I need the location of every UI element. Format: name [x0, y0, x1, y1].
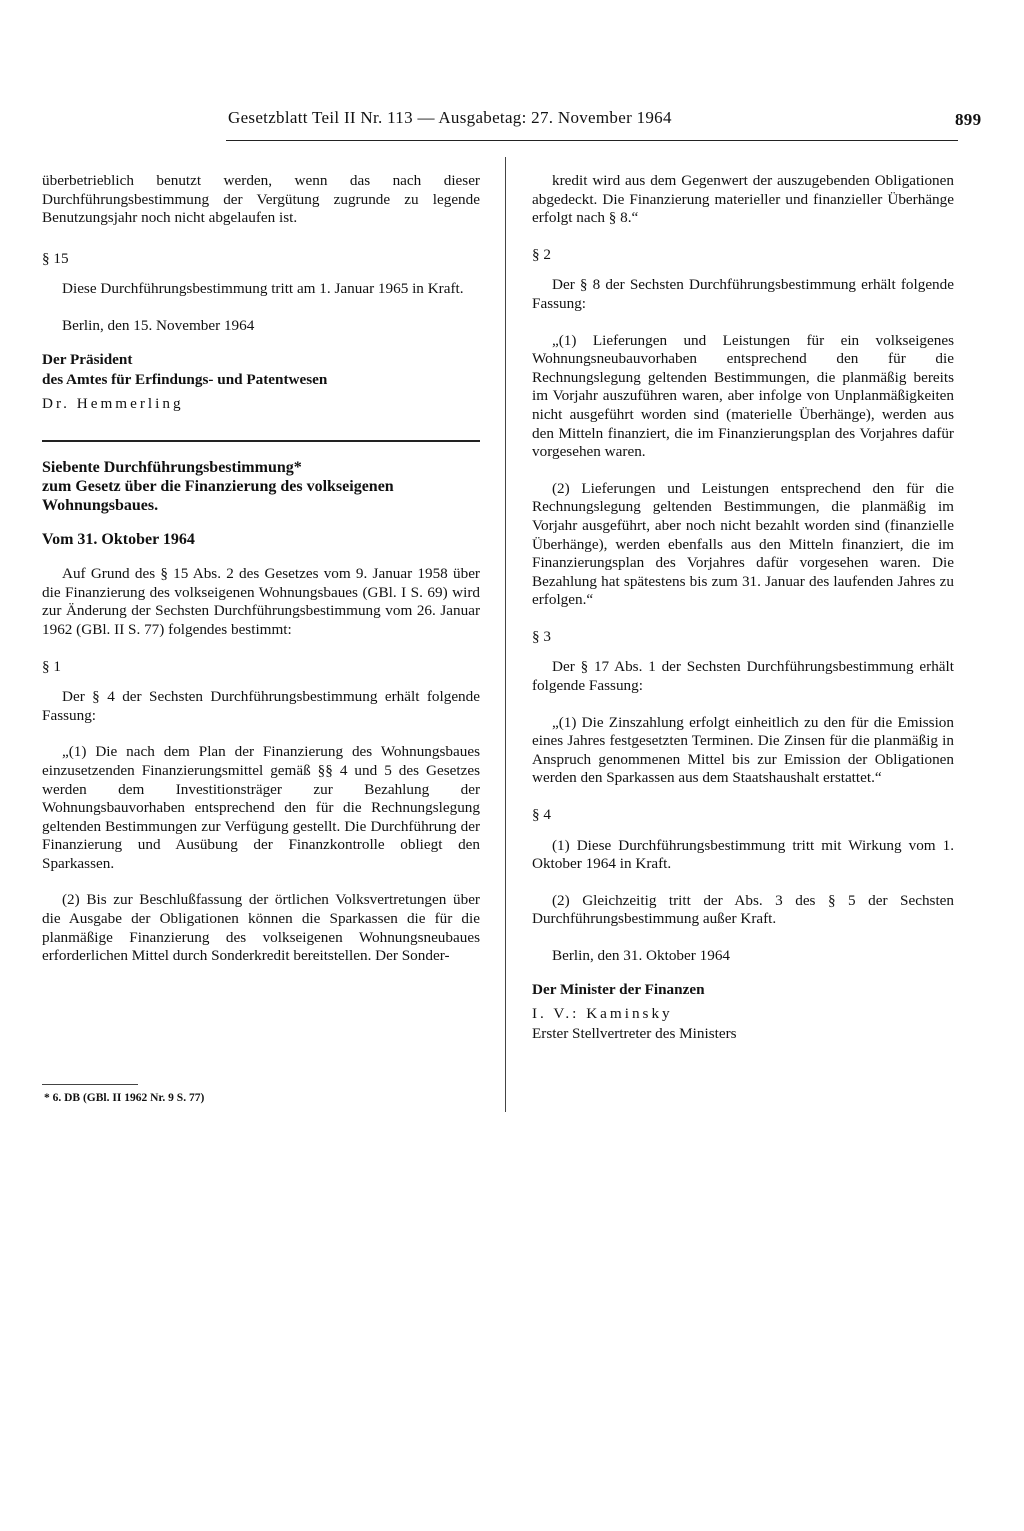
- column-divider: [505, 157, 506, 1112]
- section-1-paragraph: (2) Bis zur Beschlußfassung der örtlichen Volksvertretungen über die Ausgabe der Obligationen können die Sparkassen die für die planmäßige Finanzierung des volkseigenen Wohnungsneubaues erforderlichen Mittel durch Sonderkredit bereitstellen. Der Sonder-: [42, 891, 480, 965]
- signer-office: des Amtes für Erfindungs- und Patentwesen: [42, 370, 328, 388]
- right-column: [532, 172, 954, 1044]
- left-column: [42, 172, 480, 966]
- signer-name: Dr. Hemmerling: [42, 394, 184, 412]
- document-title: [42, 458, 480, 515]
- preamble: Auf Grund des § 15 Abs. 2 des Gesetzes vom 9. Januar 1958 über die Finanzierung des volkseigenen Wohnungsbaues (GBl. I S. 69) wird zur Änderung der Sechsten Durchführungsbestimmung vom 26. Januar 1962 (GBl. II S. 77) folgendes bestimmt:: [42, 565, 480, 638]
- place-date: Berlin, den 31. Oktober 1964: [552, 947, 731, 964]
- document-title-line: zum Gesetz über die Finanzierung des volkseigenen: [42, 477, 394, 495]
- section-1-intro: Der § 4 der Sechsten Durchführungsbestimmung erhält folgende Fassung:: [42, 688, 480, 724]
- section-3-heading: § 3: [532, 627, 551, 645]
- signer-name: I. V.: Kaminsky: [532, 1004, 673, 1022]
- section-4-paragraph: (1) Diese Durchführungsbestimmung tritt mit Wirkung vom 1. Oktober 1964 in Kraft.: [532, 836, 954, 873]
- section-15-heading: § 15: [42, 249, 69, 267]
- section-4-heading: § 4: [532, 806, 551, 824]
- continued-paragraph: überbetrieblich benutzt werden, wenn das nach dieser Durchführungsbestimmung der Vergütung zugrunde zu legende Benutzungsjahr noch nicht abgelaufen ist.: [42, 172, 480, 227]
- header-title: Gesetzblatt Teil II Nr. 113 — Ausgabetag: 27. November 1964: [228, 108, 672, 127]
- continued-paragraph: kredit wird aus dem Gegenwert der auszugebenden Obligationen abgedeckt. Die Finanzierung materieller und finanzieller Überhänge erfolgt nach § 8.“: [532, 172, 954, 227]
- signature-block: [532, 980, 954, 1044]
- section-3-intro: Der § 17 Abs. 1 der Sechsten Durchführungsbestimmung erhält folgende Fassung:: [532, 658, 954, 695]
- section-1-paragraph: „(1) Die nach dem Plan der Finanzierung des Wohnungsbaues einzusetzenden Finanzierungsmittel gemäß §§ 4 und 5 des Gesetzes werden dem Investitionsträger zur Bezahlung der Wohnungsbauvorhaben entsprechend den für die Rechnungslegung geltenden Bestimmungen zur Verfügung gestellt. Die Durchführung der Finanzierung und Ausübung der Finanzkontrolle obliegt den Sparkassen.: [42, 743, 480, 872]
- section-3-paragraph: „(1) Die Zinszahlung erfolgt einheitlich zu den für die Emission eines Jahres festgesetzten Terminen. Die Zinsen für die planmäßig in Anspruch genommenen Mittel bis zur Emission der Obligationen werden den Sparkassen aus dem Staatshaushalt erstattet.“: [532, 713, 954, 787]
- section-2-paragraph: (2) Lieferungen und Leistungen entsprechend den für die Rechnungslegung geltenden Bestimmungen, die planmäßig im Vorjahr ausgeführt, aber noch nicht bezahlt worden sind (finanzielle Überhänge), werden ebenfalls aus den Mitteln finanziert, die im Finanzierungsplan des Vorjahres dafür vorgesehen waren. Die Bezahlung hat spätestens bis zum 31. Januar des laufenden Jahres zu erfolgen.“: [532, 479, 954, 609]
- document-title-line: Wohnungsbaues.: [42, 496, 159, 514]
- document-title-line: Siebente Durchführungsbestimmung*: [42, 458, 302, 476]
- section-2-paragraph: „(1) Lieferungen und Leistungen für ein volkseigenes Wohnungsneubauvorhaben entsprechend den für die Rechnungslegung geltenden Bestimmungen, die planmäßig bereits im Vorjahr auszuführen waren, aber infolge von Unplanmäßigkeiten nicht ausgeführt worden sind (materielle Überhänge), werden aus den Mitteln finanziert, die im Finanzierungsplan des Vorjahres dafür vorgesehen waren.: [532, 331, 954, 461]
- signer-title: Der Präsident: [42, 350, 133, 368]
- section-1-heading: § 1: [42, 657, 61, 675]
- signer-title: Der Minister der Finanzen: [532, 980, 705, 998]
- section-15-text: Diese Durchführungsbestimmung tritt am 1. Januar 1965 in Kraft.: [62, 280, 464, 298]
- footnote-rule: [42, 1084, 138, 1085]
- section-2-intro: Der § 8 der Sechsten Durchführungsbestimmung erhält folgende Fassung:: [532, 276, 954, 312]
- signature-block: [42, 350, 480, 414]
- section-separator: [42, 440, 480, 442]
- footnote: * 6. DB (GBl. II 1962 Nr. 9 S. 77): [44, 1092, 205, 1104]
- page-header: [228, 108, 988, 136]
- place-date: Berlin, den 15. November 1964: [62, 316, 255, 334]
- page-number: 899: [955, 110, 982, 129]
- header-rule: [226, 140, 958, 141]
- section-4-paragraph: (2) Gleichzeitig tritt der Abs. 3 des § 5 der Sechsten Durchführungsbestimmung außer Kraft.: [532, 891, 954, 928]
- signer-role: Erster Stellvertreter des Ministers: [532, 1024, 737, 1042]
- section-2-heading: § 2: [532, 245, 551, 263]
- document-date: Vom 31. Oktober 1964: [42, 530, 195, 548]
